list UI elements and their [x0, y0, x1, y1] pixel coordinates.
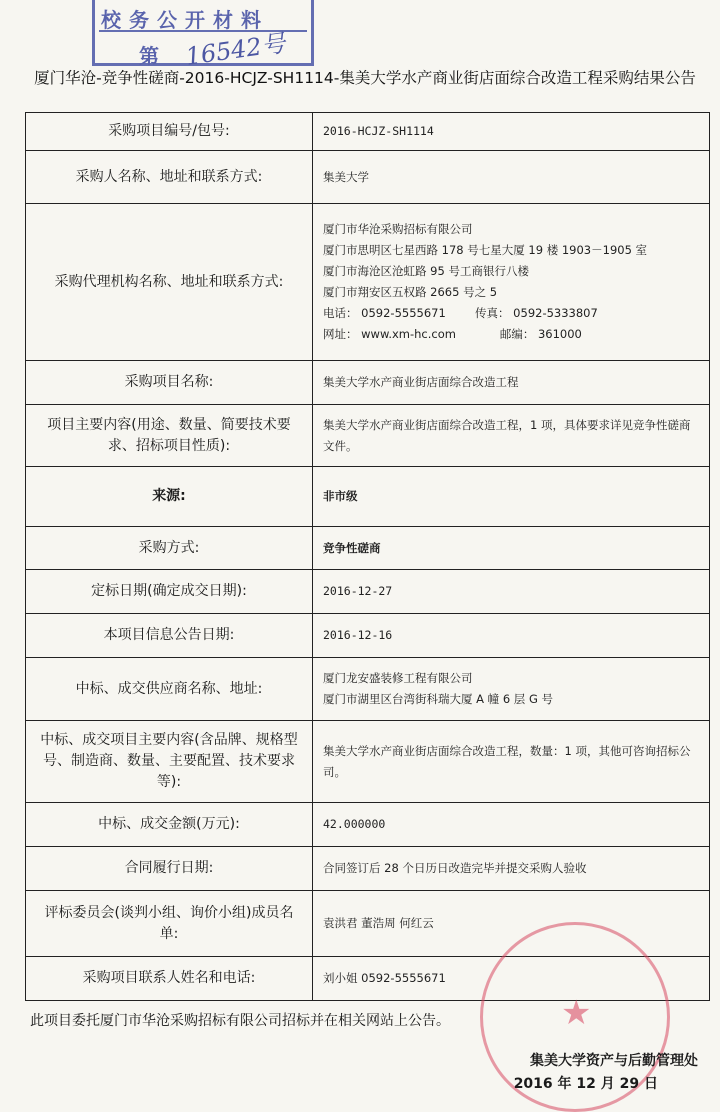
signing-date: 2016 年 12 月 29 日 — [513, 1076, 658, 1092]
footer-note: 此项目委托厦门市华沧采购招标有限公司招标并在相关网站上公告。 — [30, 1013, 450, 1029]
row-value: 2016-HCJZ-SH1114 — [313, 113, 710, 151]
table-row — [26, 204, 710, 361]
agency-address: 厦门市思明区七星西路 178 号七星大厦 19 楼 1903－1905 室 — [323, 243, 648, 257]
row-label: 中标、成交供应商名称、地址: — [26, 658, 313, 721]
agency-address: 厦门市翔安区五权路 2665 号之 5 — [323, 285, 498, 299]
table-row — [26, 721, 710, 803]
row-value: 合同签订后 28 个日历日改造完毕并提交采购人验收 — [313, 847, 710, 891]
row-label: 来源: — [26, 467, 313, 527]
row-label: 采购代理机构名称、地址和联系方式: — [26, 204, 313, 361]
result-table — [25, 112, 710, 1001]
row-label: 中标、成交项目主要内容(含品牌、规格型号、制造商、数量、主要配置、技术要求等): — [26, 721, 313, 803]
table-row — [26, 467, 710, 527]
row-label: 采购项目编号/包号: — [26, 113, 313, 151]
row-label: 采购项目联系人姓名和电话: — [26, 957, 313, 1001]
stamp-handwritten-number: 16542号 — [183, 29, 288, 71]
agency-phone-fax: 电话： 0592-5555671 传真： 0592-5333807 — [323, 306, 598, 320]
stamp-prefix: 第 — [139, 44, 165, 68]
row-value: 2016-12-27 — [313, 570, 710, 614]
table-row — [26, 405, 710, 467]
row-label: 采购人名称、地址和联系方式: — [26, 151, 313, 204]
table-row — [26, 361, 710, 405]
document-title: 厦门华沧-竞争性磋商-2016-HCJZ-SH1114-集美大学水产商业街店面综合改造工程采购结果公告 — [34, 69, 696, 87]
agency-address: 厦门市海沧区沧虹路 95 号工商银行八楼 — [323, 264, 529, 278]
row-value: 袁洪君 董浩周 何红云 — [313, 891, 710, 957]
row-value: 集美大学水产商业街店面综合改造工程，数量：1 项，其他可咨询招标公司。 — [313, 721, 710, 803]
agency-details — [313, 204, 710, 361]
row-value: 集美大学水产商业街店面综合改造工程，1 项，具体要求详见竞争性磋商文件。 — [313, 405, 710, 467]
row-label: 中标、成交金额(万元): — [26, 803, 313, 847]
table-row — [26, 113, 710, 151]
row-label: 采购项目名称: — [26, 361, 313, 405]
row-label: 采购方式: — [26, 527, 313, 570]
stamp-text: 校务公开材料 — [101, 8, 269, 32]
supplier-name: 厦门龙安盛装修工程有限公司 — [323, 671, 473, 685]
row-value: 非市级 — [313, 467, 710, 527]
table-row — [26, 847, 710, 891]
seal-star-icon: ★ — [561, 993, 592, 1033]
table-row — [26, 527, 710, 570]
table-row — [26, 570, 710, 614]
row-value: 竞争性磋商 — [313, 527, 710, 570]
row-value: 集美大学 — [313, 151, 710, 204]
row-label: 本项目信息公告日期: — [26, 614, 313, 658]
table-row — [26, 151, 710, 204]
row-value: 刘小姐 0592-5555671 — [313, 957, 710, 1001]
table-row — [26, 614, 710, 658]
supplier-details — [313, 658, 710, 721]
row-label: 项目主要内容(用途、数量、简要技术要求、招标项目性质): — [26, 405, 313, 467]
row-value: 42.000000 — [313, 803, 710, 847]
agency-name: 厦门市华沧采购招标有限公司 — [323, 222, 473, 236]
archive-stamp — [92, 0, 314, 71]
row-label: 定标日期(确定成交日期): — [26, 570, 313, 614]
supplier-address: 厦门市湖里区台湾街科瑞大厦 A 幢 6 层 G 号 — [323, 692, 554, 706]
table-row — [26, 658, 710, 721]
row-label: 合同履行日期: — [26, 847, 313, 891]
row-label: 评标委员会(谈判小组、询价小组)成员名单: — [26, 891, 313, 957]
agency-web-postcode: 网址： www.xm-hc.com 邮编： 361000 — [323, 327, 582, 341]
signing-organization: 集美大学资产与后勤管理处 — [530, 1053, 698, 1069]
table-row — [26, 803, 710, 847]
row-value: 集美大学水产商业街店面综合改造工程 — [313, 361, 710, 405]
row-value: 2016-12-16 — [313, 614, 710, 658]
